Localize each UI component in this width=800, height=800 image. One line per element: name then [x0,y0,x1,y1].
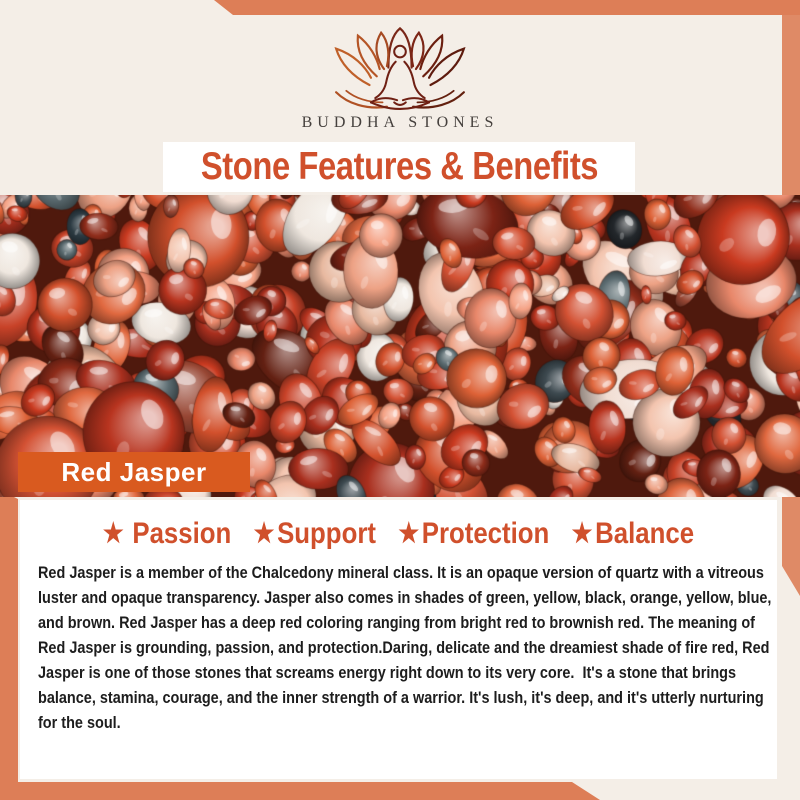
features-row [73,516,724,552]
stone-description: Red Jasper is a member of the Chalcedony mineral class. It is an opaque version of quartz with a vitreous luster and opaque transparency. Jasper also comes in shades of green, yellow, black, orange, yellow, blue, and brown. Red Jasper has a deep red coloring ranging from bright red to brownish red. The meaning of Red Jasper is grounding, passion, and protection.Daring, delicate and the dreamiest shade of fire red, Red Jasper is one of those stones that screams energy right down to its very core. It's a stone that brings balance, stamina, courage, and the inner strength of a warrior. It's lush, it's deep, and it's utterly nurturing for the soul. [38,563,776,732]
page-title: Stone Features & Benefits [200,145,598,188]
lotus-meditation-icon [320,24,480,122]
frame-band-bottom [0,782,600,800]
feature-label: Support [277,517,376,550]
frame-band-top [0,0,800,15]
feature-label: Protection [421,517,550,550]
feature-label: Passion [132,517,232,550]
brand-name: BUDDHA STONES [301,114,499,131]
feature-label: Balance [595,517,695,550]
stone-name-label: Red Jasper [61,456,207,487]
star-icon: ★ [571,517,593,548]
feature-item [572,517,694,551]
star-icon: ★ [102,517,124,548]
heading-band [163,142,635,192]
feature-item [103,517,231,551]
content-panel [20,500,777,779]
feature-item [254,517,376,551]
frame-band-left [0,490,18,800]
star-icon: ★ [398,517,420,548]
feature-item [398,517,549,551]
star-icon: ★ [253,517,275,548]
logo [0,24,800,127]
stone-name-ribbon [18,452,250,492]
